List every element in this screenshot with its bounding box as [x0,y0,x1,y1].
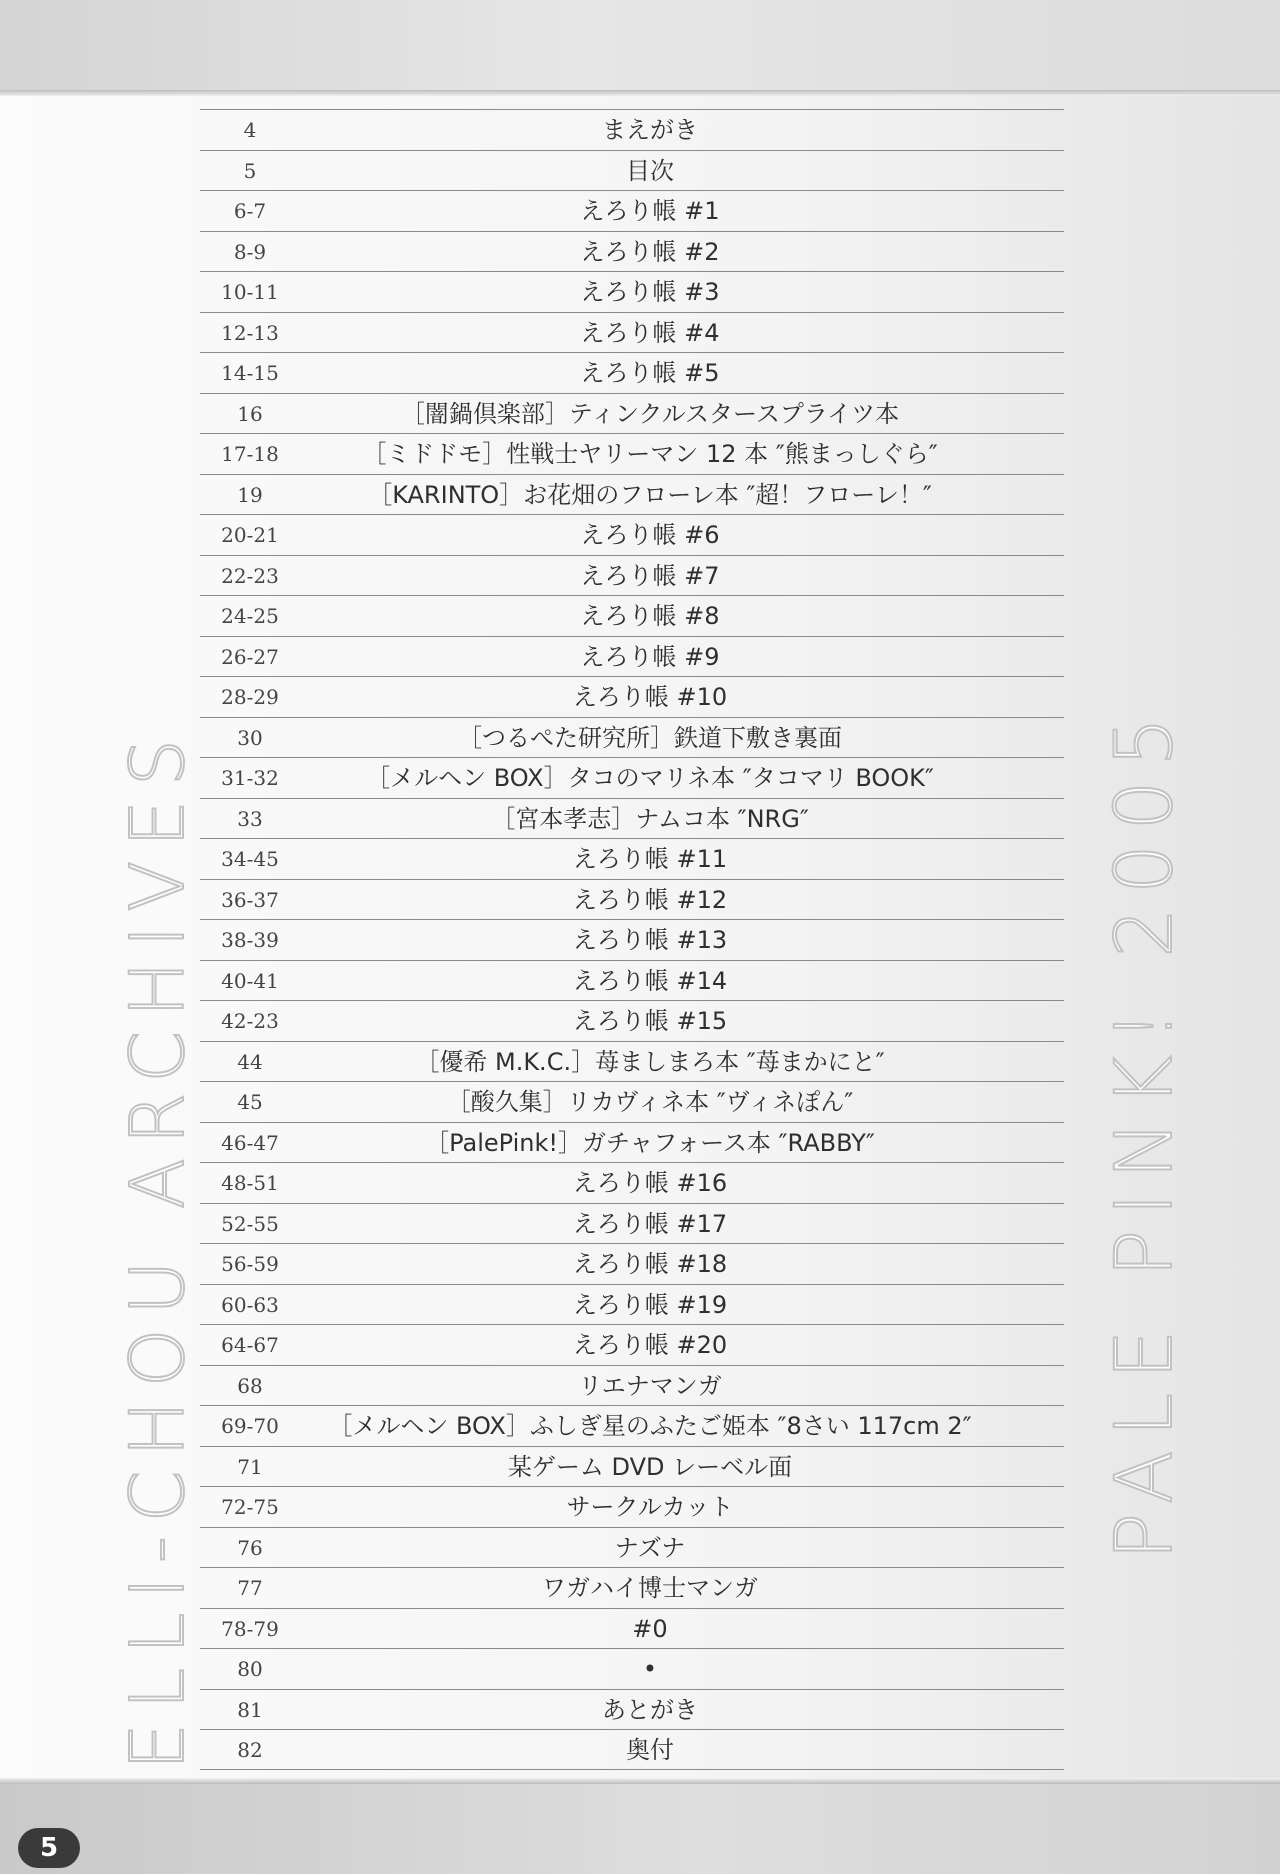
toc-entry-title: えろり帳 #16 [572,1169,728,1197]
toc-row [200,1567,1064,1608]
toc-row [200,1284,1064,1325]
toc-page-number: 48-51 [221,1171,279,1195]
toc-row [200,1081,1064,1122]
toc-row [200,1324,1064,1365]
toc-row [200,1243,1064,1284]
toc-page-number: 33 [237,806,263,831]
toc-row [200,150,1064,191]
toc-entry-title: ［メルヘン BOX］タコのマリネ本 ″タコマリ BOOK″ [366,764,934,792]
toc-page-number: 71 [237,1454,263,1479]
toc-row [200,636,1064,677]
toc-entry-title: えろり帳 #1 [580,197,720,225]
toc-entry-title: 奥付 [626,1736,674,1764]
toc-entry-title: えろり帳 #12 [572,885,728,914]
toc-row [200,1446,1064,1487]
toc-page-number: 80 [237,1657,263,1681]
toc-page-number: 31-32 [221,766,279,790]
toc-entry-title: えろり帳 #5 [580,359,720,387]
toc-entry-title: ナズナ [614,1533,686,1562]
toc-row [200,514,1064,555]
toc-page-number: 77 [237,1576,263,1600]
toc-page-number: 60-63 [221,1292,279,1317]
toc-page-number: 52-55 [221,1211,279,1236]
toc-entry-title: ［メルヘン BOX］ふしぎ星のふたご姫本 ″8さい 117cm 2″ [328,1412,972,1440]
toc-page-number: 36-37 [221,887,279,912]
toc-page-number: 16 [237,401,263,426]
toc-row [200,1162,1064,1203]
toc-page-number: 44 [237,1049,263,1074]
toc-row [200,879,1064,920]
toc-entry-title: サークルカット [566,1493,734,1521]
toc-row [200,474,1064,515]
toc-entry-title: ［宮本孝志］ナムコ本 ″NRG″ [491,804,809,833]
toc-row [200,595,1064,636]
toc-entry-title: えろり帳 #8 [580,602,720,630]
toc-entry-title: ［優希 M.K.C.］苺ましまろ本 ″苺まかにと″ [415,1047,885,1076]
toc-page-number: 46-47 [221,1130,279,1155]
left-side-title: ELLI-CHOU ARCHIVES [115,725,201,1770]
toc-page-number: 56-59 [221,1252,279,1276]
toc-row [200,231,1064,272]
toc-row [200,717,1064,758]
toc-row [200,1689,1064,1730]
toc-row [200,1527,1064,1568]
toc-row [200,352,1064,393]
toc-entry-title: えろり帳 #4 [580,318,720,347]
toc-row [200,1405,1064,1446]
toc-page-number: 26-27 [221,644,279,669]
table-of-contents [200,109,1064,1770]
toc-entry-title: えろり帳 #19 [572,1290,728,1319]
toc-entry-title: 某ゲーム DVD レーベル面 [507,1452,793,1481]
toc-page-number: 24-25 [221,604,279,628]
toc-page-number: 14-15 [221,361,279,385]
toc-page-number: 20-21 [221,523,279,547]
toc-entry-title: えろり帳 #7 [580,561,720,590]
toc-row [200,798,1064,839]
toc-page-number: 68 [237,1373,263,1398]
bottom-band [0,1784,1280,1874]
toc-row [200,919,1064,960]
toc-row [200,676,1064,717]
toc-entry-title: ［KARINTO］お花畑のフローレ本 ″超！フローレ！″ [368,480,932,509]
toc-entry-title: ［つるぺた研究所］鉄道下敷き裏面 [458,723,842,752]
toc-row [200,838,1064,879]
toc-row [200,271,1064,312]
toc-row [200,312,1064,353]
toc-entry-title: えろり帳 #11 [572,845,728,873]
toc-page-number: 34-45 [221,847,279,871]
toc-page-number: 69-70 [221,1414,279,1438]
toc-page-number: 30 [237,725,263,750]
toc-page-number: 82 [237,1738,263,1762]
toc-row [200,1203,1064,1244]
toc-row [200,1648,1064,1689]
toc-row [200,1729,1064,1770]
top-band [0,0,1280,90]
toc-row [200,109,1064,150]
toc-entry-title: えろり帳 #15 [572,1007,728,1035]
toc-page-number: 19 [237,482,263,507]
toc-entry-title: 目次 [626,156,674,185]
toc-row [200,1041,1064,1082]
toc-entry-title: あとがき [602,1695,698,1724]
toc-page-number: 5 [243,158,257,183]
toc-row [200,1608,1064,1649]
toc-entry-title: えろり帳 #13 [572,926,728,954]
toc-entry-title: まえがき [602,116,698,144]
toc-page-number: 78-79 [221,1616,279,1641]
toc-entry-title: ［PalePink!］ガチャフォース本 ″RABBY″ [425,1128,875,1157]
toc-entry-title: ワガハイ博士マンガ [542,1574,758,1602]
toc-page-number: 64-67 [221,1333,279,1357]
toc-row [200,1486,1064,1527]
toc-entry-title: えろり帳 #3 [580,278,720,306]
toc-page-number: 45 [237,1090,263,1114]
toc-entry-title: ［闇鍋倶楽部］ティンクルスタースプライツ本 [400,399,900,428]
toc-page-number: 6-7 [233,199,267,223]
toc-page-number: 8-9 [233,239,267,264]
toc-entry-title: ［ミドドモ］性戦士ヤリーマン 12 本 ″熊まっしぐら″ [362,440,938,468]
toc-row [200,1000,1064,1041]
toc-entry-title: #0 [632,1614,668,1643]
toc-page-number: 10-11 [221,280,279,304]
toc-page-number: 17-18 [221,442,279,466]
toc-page-number: 72-75 [221,1495,279,1519]
toc-entry-title: えろり帳 #20 [572,1331,728,1359]
toc-row [200,757,1064,798]
toc-page-number: 38-39 [221,928,279,952]
toc-page-number: 42-23 [221,1009,279,1033]
toc-page-number: 28-29 [221,685,279,709]
toc-row [200,960,1064,1001]
toc-entry-title: えろり帳 #10 [572,683,728,711]
toc-row [200,1365,1064,1406]
toc-entry-title: えろり帳 #9 [580,642,720,671]
toc-page-number: 4 [243,118,257,142]
toc-entry-title: リエナマンガ [578,1371,722,1400]
toc-entry-title: • [642,1655,658,1683]
toc-entry-title: えろり帳 #14 [572,966,728,995]
right-side-title: PALE PINK! 2005 [1100,702,1190,1560]
toc-entry-title: えろり帳 #6 [580,521,720,549]
toc-page-number: 81 [237,1697,263,1722]
toc-page-number: 12-13 [221,320,279,345]
toc-entry-title: ［酸久集］リカヴィネ本 ″ヴィネぽん″ [446,1088,854,1116]
toc-entry-title: えろり帳 #2 [580,237,720,266]
toc-page-number: 22-23 [221,563,279,588]
toc-row [200,1122,1064,1163]
toc-entry-title: えろり帳 #18 [572,1250,728,1278]
toc-page-number: 76 [237,1535,263,1560]
toc-row [200,555,1064,596]
toc-page-number: 40-41 [221,968,279,993]
toc-row [200,393,1064,434]
page-number-badge: 5 [18,1828,80,1868]
toc-entry-title: えろり帳 #17 [572,1209,728,1238]
toc-row [200,190,1064,231]
toc-row [200,433,1064,474]
